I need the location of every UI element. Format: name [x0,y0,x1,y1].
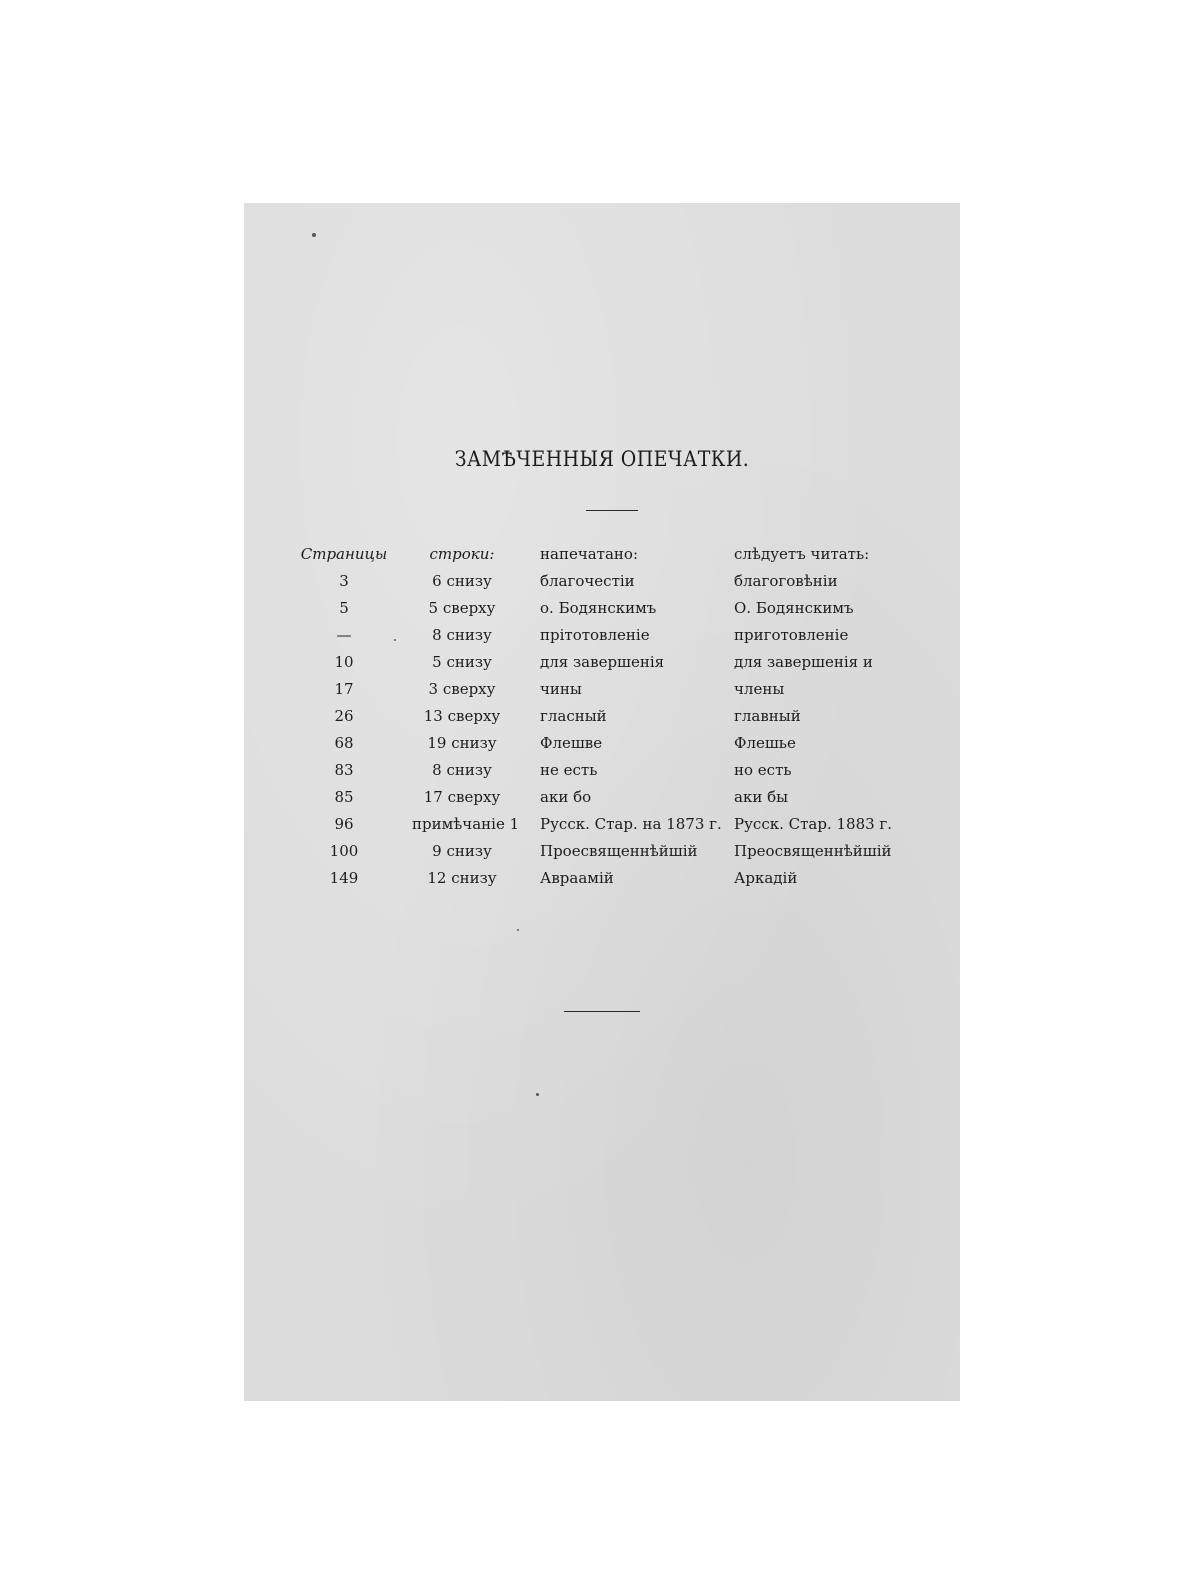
cell-page: 149 [329,869,359,887]
table-row [244,595,960,622]
table-row [244,649,960,676]
cell-line: 8 снизу [432,626,492,644]
cell-correct: Преосвященнѣйшій [734,842,892,860]
header-correct: слѣдуетъ читать: [734,545,870,563]
cell-page: 83 [334,761,354,779]
cell-line: 3 сверху [428,680,496,698]
table-row [244,838,960,865]
cell-correct: Аркадій [734,869,798,887]
cell-page: 17 [334,680,354,698]
header-line: строки: [429,545,495,563]
table-row [244,757,960,784]
cell-line: 17 сверху [423,788,501,806]
cell-correct: О. Бодянскимъ [734,599,854,617]
cell-printed: гласный [540,707,607,725]
cell-printed: не есть [540,761,598,779]
cell-printed: благочестіи [540,572,635,590]
cell-correct: Флешье [734,734,796,752]
cell-page: 10 [334,653,354,671]
cell-printed: Проесвященнѣйшій [540,842,698,860]
errata-header-row [244,541,960,568]
cell-page: 68 [334,734,354,752]
cell-page: — [336,626,352,644]
cell-line: 9 снизу [432,842,492,860]
cell-page: 85 [334,788,354,806]
cell-line: 5 снизу [432,653,492,671]
cell-correct: для завершенія и [734,653,873,671]
cell-page: 3 [339,572,349,590]
cell-page: 100 [329,842,359,860]
table-row [244,730,960,757]
cell-printed: Русск. Стар. на 1873 г. [540,815,722,833]
cell-line: 13 сверху [423,707,501,725]
cell-line: 12 снизу [427,869,497,887]
page-title: ЗАМѢЧЕННЫЯ ОПЕЧАТКИ. [454,447,750,471]
cell-correct: члены [734,680,785,698]
header-printed: напечатано: [540,545,638,563]
cell-page: 5 [339,599,349,617]
table-row [244,568,960,595]
cell-line: 19 снизу [427,734,497,752]
table-row [244,784,960,811]
table-row [244,811,960,838]
title-divider [586,510,638,511]
cell-page: 26 [334,707,354,725]
speck-mark [536,1093,539,1096]
cell-printed: Флешве [540,734,603,752]
table-row [244,676,960,703]
cell-correct: главный [734,707,801,725]
cell-printed: чины [540,680,582,698]
cell-line: примѣчаніе 1 [412,815,520,833]
cell-printed: Авраамій [540,869,614,887]
table-row [244,703,960,730]
cell-line: 8 снизу [432,761,492,779]
table-row [244,865,960,892]
bottom-divider [564,1011,640,1012]
cell-correct: Русск. Стар. 1883 г. [734,815,893,833]
speck-mark [517,929,519,931]
cell-printed: аки бо [540,788,592,806]
cell-printed: прітотовленіе [540,626,650,644]
cell-page: 96 [334,815,354,833]
cell-correct: благоговѣніи [734,572,838,590]
cell-correct: приготовленіе [734,626,849,644]
speck-mark [312,233,316,237]
cell-correct: аки бы [734,788,789,806]
table-row [244,622,960,649]
cell-line: 5 сверху [428,599,496,617]
cell-line: 6 снизу [432,572,492,590]
cell-printed: о. Бодянскимъ [540,599,657,617]
header-page: Страницы [300,545,388,563]
scanned-page [244,203,960,1401]
cell-correct: но есть [734,761,792,779]
cell-printed: для завершенія [540,653,665,671]
